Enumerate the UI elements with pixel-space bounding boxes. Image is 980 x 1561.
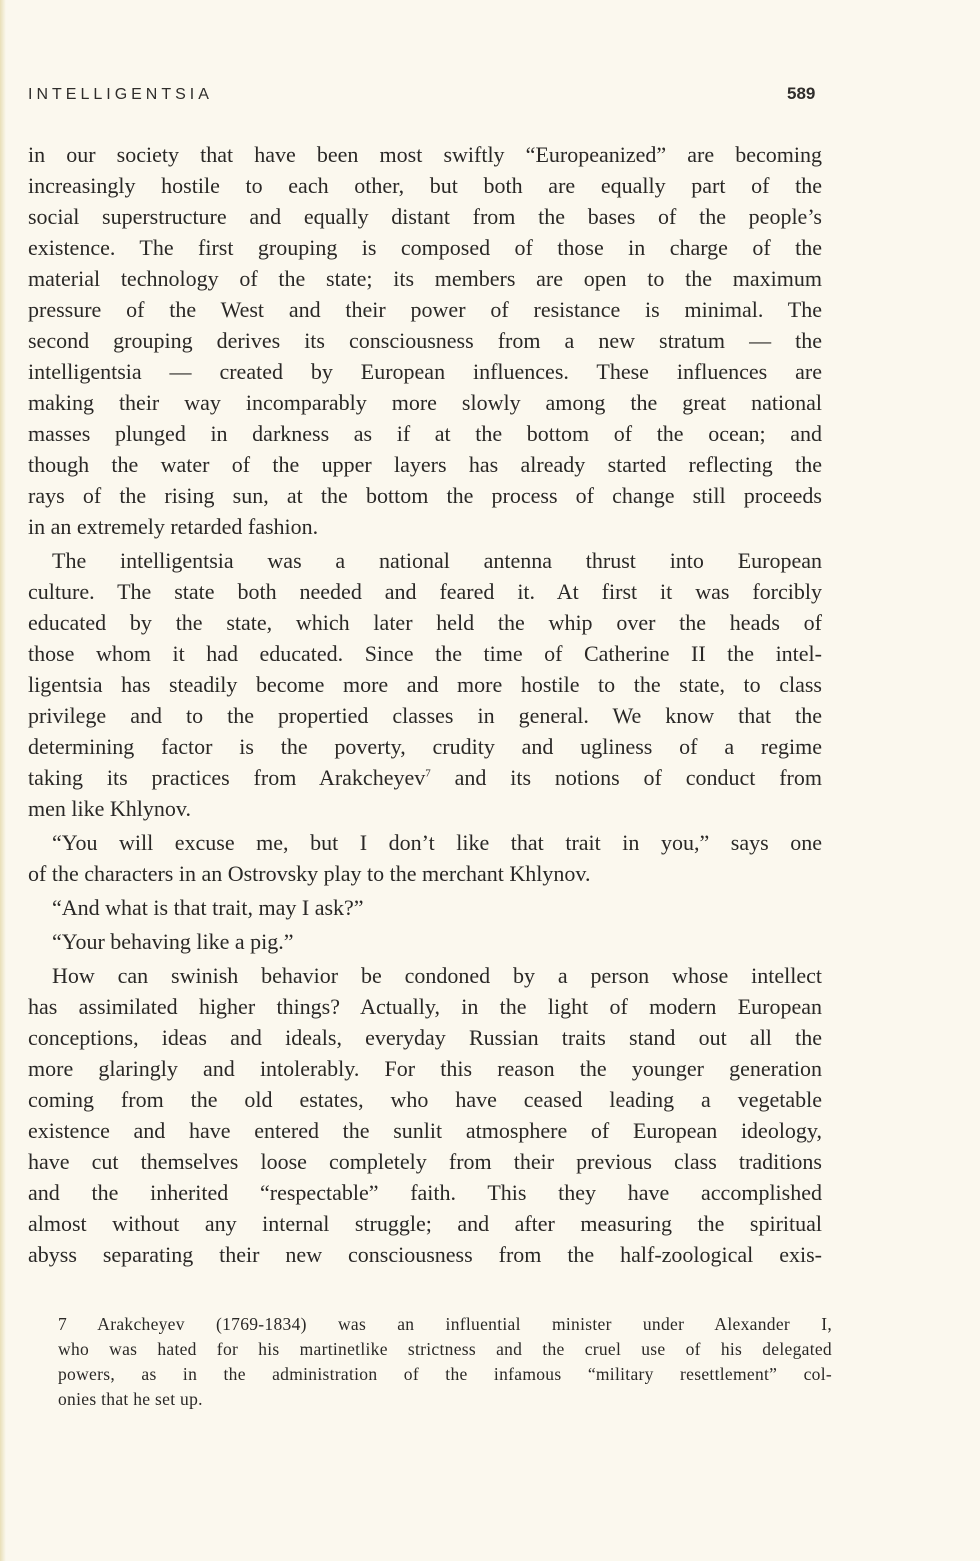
footnote-line: onies that he set up. — [58, 1389, 203, 1409]
text-line: abyss separating their new consciousness from the half-zoological exis- — [28, 1242, 822, 1267]
text-line: almost without any internal struggle; and after measuring the spiritual — [28, 1211, 822, 1236]
text-line: conceptions, ideas and ideals, everyday Russian traits stand out all the — [28, 1025, 822, 1050]
text-line: intelligentsia — created by European influences. These influences are — [28, 359, 822, 384]
text-line: though the water of the upper layers has already started reflecting the — [28, 452, 822, 477]
text-line: “Your behaving like a pig.” — [52, 929, 294, 954]
paragraph — [28, 892, 822, 923]
paragraph — [28, 926, 822, 957]
text-line: increasingly hostile to each other, but both are equally part of the — [28, 173, 822, 198]
text-line — [28, 762, 822, 793]
text-line: The intelligentsia was a national antenna thrust into European — [52, 548, 822, 573]
text-line: in our society that have been most swiftly “Europeanized” are becoming — [28, 142, 822, 167]
text-line: coming from the old estates, who have ceased leading a vegetable — [28, 1087, 822, 1112]
text-line: more glaringly and intolerably. For this reason the younger generation — [28, 1056, 822, 1081]
text-line: pressure of the West and their power of resistance is minimal. The — [28, 297, 822, 322]
text-line: “You will excuse me, but I don’t like that trait in you,” says one — [52, 830, 822, 855]
text-line: of the characters in an Ostrovsky play to the merchant Khlynov. — [28, 861, 591, 886]
text-line: rays of the rising sun, at the bottom the process of change still proceeds — [28, 483, 822, 508]
footnote-line: 7 Arakcheyev (1769-1834) was an influential minister under Alexander I, — [58, 1314, 832, 1334]
footnote-reference: 7 — [425, 767, 431, 780]
paragraph — [28, 827, 822, 889]
text-line: privilege and to the propertied classes in general. We know that the — [28, 703, 822, 728]
text-line: and the inherited “respectable” faith. This they have accomplished — [28, 1180, 822, 1205]
paragraph — [28, 545, 822, 824]
text-line: has assimilated higher things? Actually, in the light of modern European — [28, 994, 822, 1019]
text-line: “And what is that trait, may I ask?” — [52, 895, 364, 920]
paragraph — [28, 960, 822, 1270]
text-line: men like Khlynov. — [28, 796, 191, 821]
text-run: and its notions of conduct from — [430, 765, 822, 790]
text-line: educated by the state, which later held the whip over the heads of — [28, 610, 822, 635]
text-line: have cut themselves loose completely from their previous class traditions — [28, 1149, 822, 1174]
text-line: second grouping derives its consciousness from a new stratum — the — [28, 328, 822, 353]
text-line: in an extremely retarded fashion. — [28, 514, 319, 539]
text-line: masses plunged in darkness as if at the bottom of the ocean; and — [28, 421, 822, 446]
page-number: 589 — [787, 84, 816, 103]
text-line: How can swinish behavior be condoned by a person whose intellect — [52, 963, 822, 988]
text-line: making their way incomparably more slowly among the great national — [28, 390, 822, 415]
running-header: INTELLIGENTSIA — [28, 86, 213, 103]
footnote-line: powers, as in the administration of the infamous “military resettlement” col- — [58, 1364, 832, 1384]
text-line: material technology of the state; its members are open to the maximum — [28, 266, 822, 291]
text-line: determining factor is the poverty, crudity and ugliness of a regime — [28, 734, 822, 759]
footnote-line: who was hated for his martinetlike strictness and the cruel use of his delegated — [58, 1339, 832, 1359]
text-line: existence and have entered the sunlit atmosphere of European ideology, — [28, 1118, 822, 1143]
text-line: existence. The first grouping is composed of those in charge of the — [28, 235, 822, 260]
body-text — [28, 139, 822, 1273]
text-line: those whom it had educated. Since the time of Catherine II the intel- — [28, 641, 822, 666]
footnote — [58, 1312, 832, 1412]
page-edge — [0, 0, 6, 1561]
text-line: social superstructure and equally distant from the bases of the people’s — [28, 204, 822, 229]
paragraph — [28, 139, 822, 542]
text-line: ligentsia has steadily become more and more hostile to the state, to class — [28, 672, 822, 697]
text-line: culture. The state both needed and feared it. At first it was forcibly — [28, 579, 822, 604]
text-run: taking its practices from Arakcheyev — [28, 765, 426, 790]
